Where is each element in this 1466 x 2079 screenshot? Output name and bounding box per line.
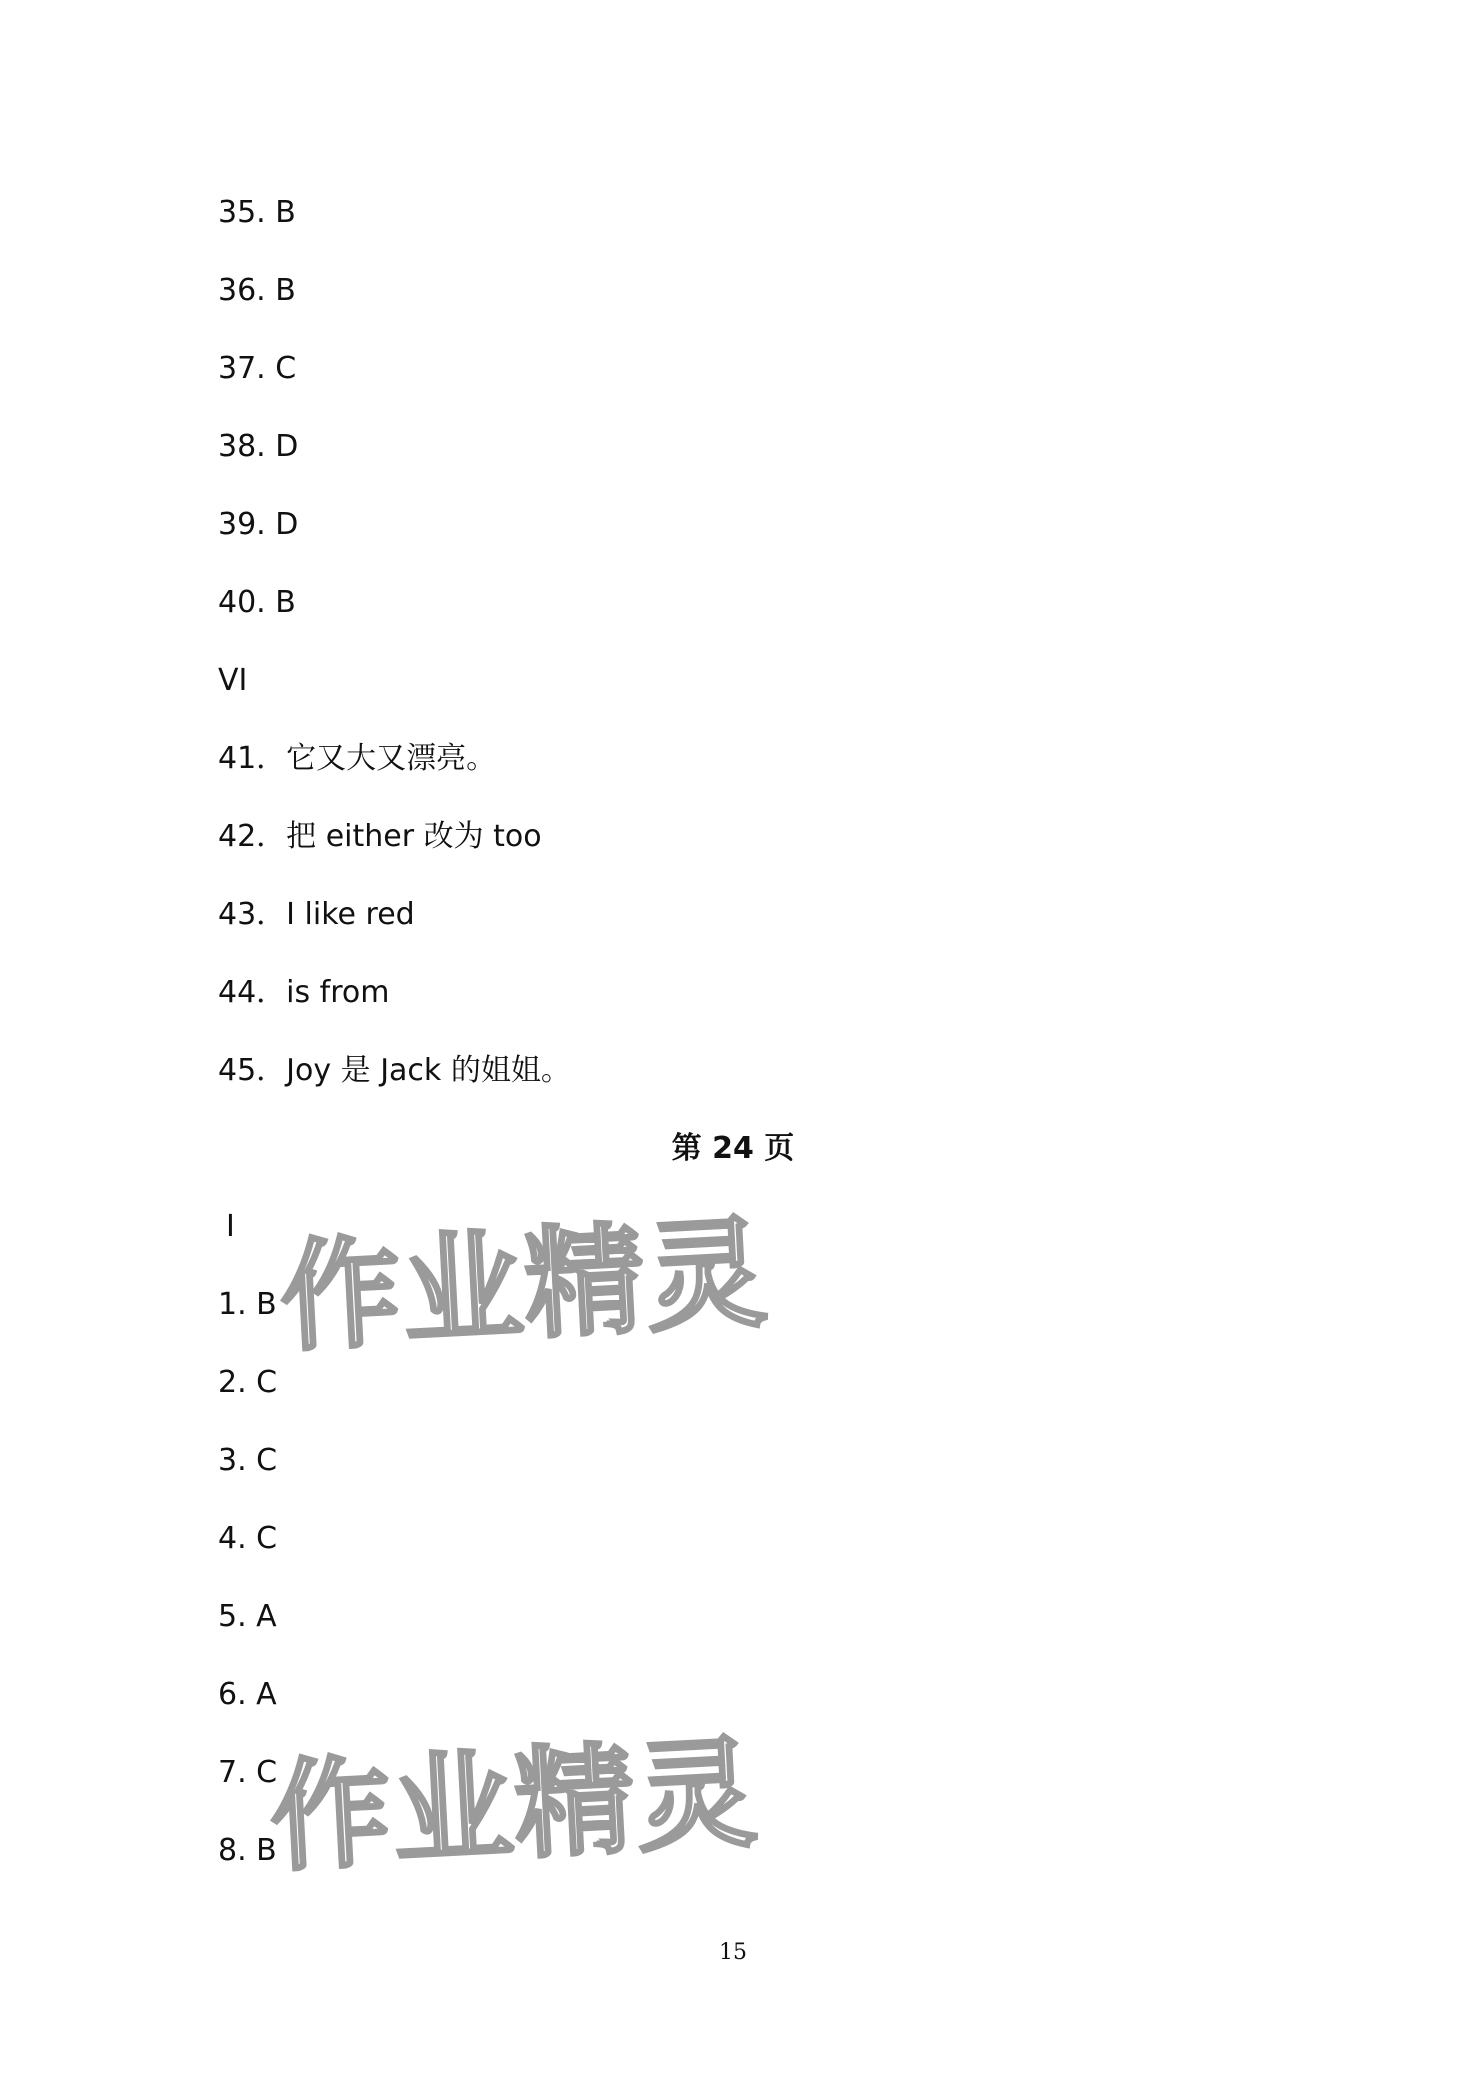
section-heading-i: I [226,1209,235,1244]
answer-line: 44．is from [218,975,390,1010]
answer-line: 4. C [218,1521,278,1556]
answer-line: 39. D [218,507,299,542]
answer-line: 38. D [218,429,299,464]
answer-line: 3. C [218,1443,278,1478]
answer-line: 6. A [218,1677,277,1712]
answer-line: 35. B [218,195,296,230]
answer-line: 2. C [218,1365,278,1400]
answer-line: 5. A [218,1599,277,1634]
answer-line: 8. B [218,1833,277,1868]
answer-line: 43．I like red [218,897,415,932]
answer-line: 40. B [218,585,296,620]
answer-line: 42．把 either 改为 too [218,819,542,854]
answer-line: 37. C [218,351,297,386]
page-number: 15 [719,1940,747,1965]
answer-line: 45．Joy 是 Jack 的姐姐。 [218,1053,571,1088]
answer-line: 7. C [218,1755,278,1790]
answer-line: 1. B [218,1287,277,1322]
answer-line: 36. B [218,273,296,308]
page-heading: 第 24 页 [671,1131,795,1166]
watermark: 作业精灵 [267,1724,762,1889]
section-heading-vi: VI [218,663,248,698]
answer-line: 41．它又大又漂亮。 [218,741,497,776]
watermark: 作业精灵 [277,1204,772,1369]
